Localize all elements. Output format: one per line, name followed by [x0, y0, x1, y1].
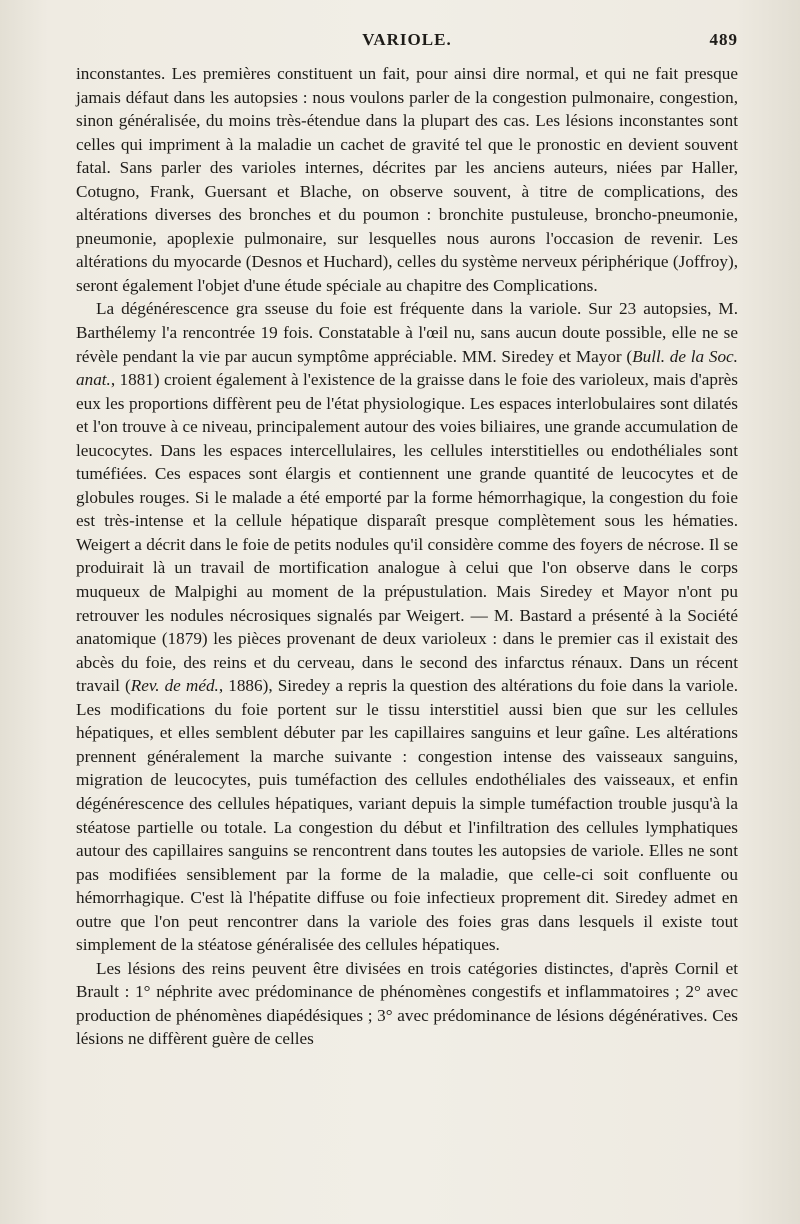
- paragraph-congestion: [76, 62, 738, 297]
- journal-citation: Rev. de méd.: [130, 676, 219, 696]
- body-text: [76, 62, 738, 1051]
- page-number: 489: [709, 30, 738, 49]
- paragraph-text: Les lésions des reins peuvent être divisées en trois catégories distinctes, d'après Cornil et Brault : 1° néphrite avec prédominance de phénomènes congestifs et inflammatoires ; 2° avec production de phénomènes diapédésiques ; 3° avec prédominance de lésions dégénératives. Ces lésions ne diffèrent guère de celles: [76, 958, 738, 1049]
- running-title: VARIOLE.: [362, 30, 452, 49]
- journal-citation: Bull. de la Soc. anat.: [76, 346, 738, 390]
- paragraph-text: inconstantes. Les premières constituent un fait, pour ainsi dire normal, et qui ne fait presque jamais défaut dans les autopsies : nous voulons parler de la congestion pulmonaire, congestion, sinon généralisée, du moins très-étendue dans la plupart des cas. Les lésions inconstantes sont celles qui impriment à la maladie un cachet de gravité tel que le pronostic en devient souvent fatal. Sans parler des varioles internes, décrites par les anciens auteurs, niées par Haller, Cotugno, Frank, Guersant et Blache, on observe souvent, à titre de complications, des altérations diverses des bronches et du poumon : bronchite pustuleuse, broncho-pneumonie, pneumonie, apoplexie pulmonaire, sur lesquelles nous aurons l'occasion de revenir. Les altérations du myocarde (Desnos et Huchard), celles du système nerveux périphérique (Joffroy), seront également l'objet d'une étude spéciale au chapitre des Complications.: [76, 64, 738, 295]
- running-head: [76, 28, 738, 54]
- paragraph-kidneys: [76, 957, 738, 1051]
- paragraph-text: La dégénérescence gra sseuse du foie est fréquente dans la variole. Sur 23 autopsies, M. Barthélemy l'a rencontrée 19 fois. Constatable à l'œil nu, sans aucun doute possible, elle ne se révèle pendant la vie par aucun symptôme appréciable. MM. Siredey et Mayor (: [76, 299, 738, 366]
- paragraph-text: , 1881) croient également à l'existence de la graisse dans le foie des varioleux, mais d'après eux les proportions diffèrent peu de l'état physiologique. Les espaces interlobulaires sont dilatés et l'on trouve à ce niveau, principalement autour des voies biliaires, une grande accumulation de leucocytes. Dans les espaces intercellulaires, les cellules interstitielles ou endothéliales sont tuméfiées. Ces espaces sont élargis et contiennent une grande quantité de leucocytes et de globules rouges. Si le malade a été emporté par la forme hémorrhagique, la congestion du foie est très-intense et la cellule hépatique disparaît presque complètement sous les hématies. Weigert a décrit dans le foie de petits nodules qu'il considère comme des foyers de nécrose. Il se produirait là un travail de mortification analogue à celui que l'on observe dans le corps muqueux de Malpighi au moment de la prépustulation. Mais Siredey et Mayor n'ont pu retrouver les nodules nécrosiques signalés par Weigert. — M. Bastard a présenté à la Société anatomique (1879) les pièces provenant de deux varioleux : dans le premier cas il existait des abcès du foie, des reins et du cerveau, dans le second des infarctus rénaux. Dans un récent travail (: [76, 370, 738, 696]
- paragraph-liver: [76, 297, 738, 956]
- paragraph-text: , 1886), Siredey a repris la question des altérations du foie dans la variole. Les modifications du foie portent sur le tissu interstitiel aussi bien que sur les cellules hépatiques, et elles semblent débuter par les capillaires sanguins et leur gaîne. Les altérations prennent généralement la marche suivante : congestion intense des vaisseaux sanguins, migration de leucocytes, puis tuméfaction des cellules endothéliales des vaisseaux, et enfin dégénérescence des cellules hépatiques, variant depuis la simple tuméfaction trouble jusqu'à la stéatose partielle ou totale. La congestion du début et l'infiltration des cellules lymphatiques autour des capillaires sanguins se rencontrent dans toutes les autopsies de variole. Elles ne sont pas modifiées sensiblement par la forme de la maladie, que celle-ci soit confluente ou hémorrhagique. C'est là l'hépatite diffuse ou foie infectieux proprement dit. Siredey admet en outre que l'on peut rencontrer dans la variole des foies gras dans lesquels il existe tout simplement de la stéatose généralisée des cellules hépatiques.: [76, 676, 738, 955]
